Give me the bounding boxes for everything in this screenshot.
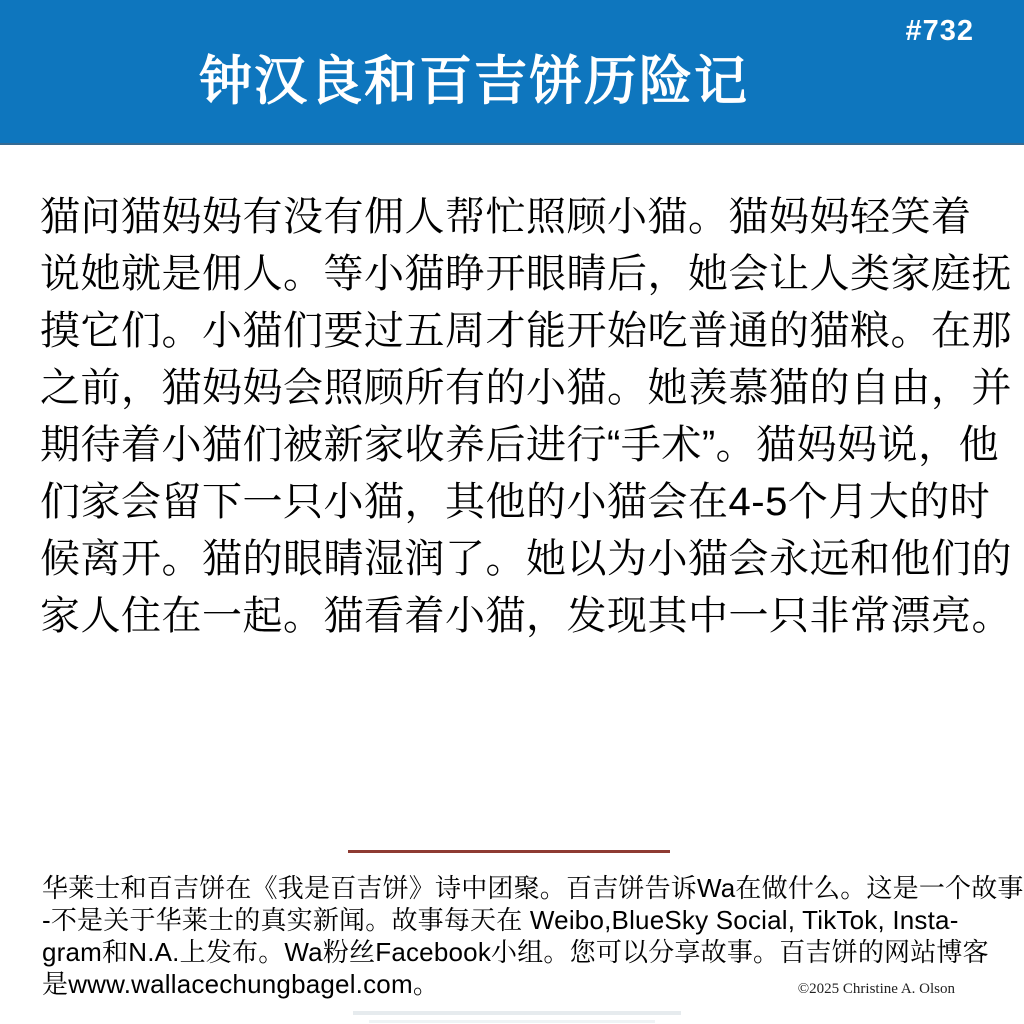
story-line: 之前，猫妈妈会照顾所有的小猫。她羡慕猫的自由，并 <box>40 366 1012 410</box>
bottom-bar-faint <box>369 1020 655 1023</box>
story-line: 说她就是佣人。等小猫睁开眼睛后，她会让人类家庭抚 <box>40 252 1012 296</box>
issue-number: #732 <box>905 15 974 47</box>
bottom-bar <box>353 1011 681 1015</box>
footer-line: -不是关于华莱士的真实新闻。故事每天在 Weibo,BlueSky Social, TikTok, Insta- <box>42 905 959 935</box>
header-banner <box>0 0 1024 145</box>
story-line: 期待着小猫们被新家收养后进行“手术”。猫妈妈说，他 <box>40 423 1000 467</box>
story-text <box>40 189 1012 645</box>
story-line: 们家会留下一只小猫，其他的小猫会在4-5个月大的时 <box>40 480 991 524</box>
page-title: 钟汉良和百吉饼历险记 <box>199 52 749 111</box>
story-line: 家人住在一起。猫看着小猫，发现其中一只非常漂亮。 <box>40 594 1012 638</box>
red-divider <box>348 850 670 853</box>
footer-line: 华莱士和百吉饼在《我是百吉饼》诗中团聚。百吉饼告诉Wa在做什么。这是一个故事 <box>42 873 1024 903</box>
story-line: 猫问猫妈妈有没有佣人帮忙照顾小猫。猫妈妈轻笑着 <box>40 195 972 239</box>
copyright-notice: ©2025 Christine A. Olson <box>797 981 955 997</box>
story-line: 候离开。猫的眼睛湿润了。她以为小猫会永远和他们的 <box>40 537 1012 581</box>
footer-line: gram和N.A.上发布。Wa粉丝Facebook小组。您可以分享故事。百吉饼的网站博客 <box>42 937 989 967</box>
story-line: 摸它们。小猫们要过五周才能开始吃普通的猫粮。在那 <box>40 309 1012 353</box>
footer-line: 是www.wallacechungbagel.com。 <box>42 969 440 999</box>
